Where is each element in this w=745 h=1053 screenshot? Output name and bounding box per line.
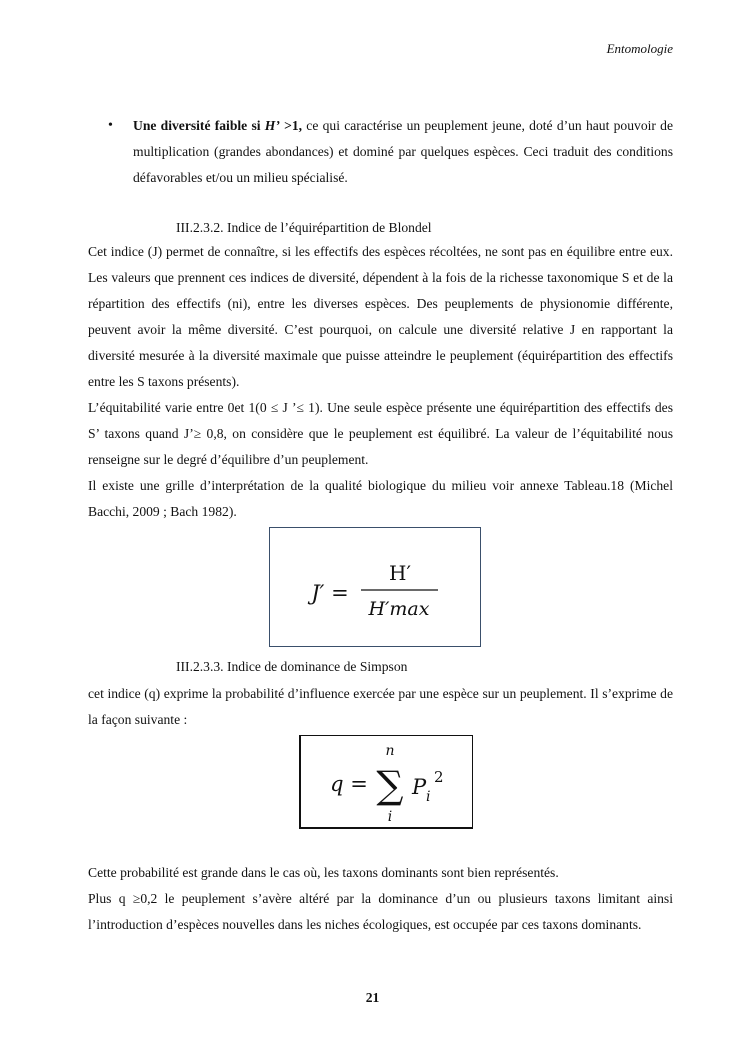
bullet-dot-icon: • [108, 118, 113, 133]
formula-q-subscript: i [426, 789, 431, 805]
formula-j-denominator: H′max [368, 598, 430, 620]
bullet-text [133, 113, 673, 191]
formula-q-sigma: ∑ [376, 763, 404, 807]
formula-q [301, 736, 472, 827]
page-number: 21 [365, 990, 380, 1005]
bullet-bold-var: H’ [264, 118, 280, 133]
formula-j-lhs: J′ = [311, 581, 349, 605]
paragraph-simpson-intro: cet indice (q) exprime la probabilité d’influence exercée par une espèce sur un peuplement. Il s’exprime de la façon suivante : [88, 686, 673, 727]
formula-q-lower-limit: i [387, 809, 393, 825]
section-heading-blondel: III.2.3.2. Indice de l’équirépartition de Blondel [176, 220, 432, 235]
formula-j-box [269, 527, 481, 647]
formula-q-box [299, 735, 473, 829]
formula-q-upper-limit: n [385, 743, 395, 759]
formula-j-numerator: H′ [389, 561, 411, 585]
bullet-bold-tail: >1, [279, 118, 303, 133]
paragraph-blondel-intro: Cet indice (J) permet de connaître, si les effectifs des espèces récoltées, ne sont pas en équilibre entre eux. Les valeurs que prennent ces indices de diversité, dépendent à la fois de la richesse taxonomique S et de la répartition des effectifs (ni), entre les diverses espèces. Des peuplements de physionomie différente, peuvent avoir la même diversité. C’est pourquoi, on calcule une diversité relative J en rapportant la diversité mesurée à la diversité maximale que puisse atteindre le peuplement (équirépartition des effectifs entre les S taxons présents). [88, 244, 673, 389]
bullet-bold-lead: Une diversité faible si [133, 118, 265, 133]
formula-q-lhs: q = [330, 772, 368, 796]
paragraph-probability: Cette probabilité est grande dans le cas où, les taxons dominants sont bien représentés. [88, 865, 559, 880]
formula-q-exponent: 2 [434, 768, 444, 786]
running-header: Entomologie [606, 41, 673, 56]
bullet-item [108, 113, 673, 191]
paragraph-altered-population: Plus q ≥0,2 le peuplement s’avère altéré par la dominance d’un ou plusieurs taxons limitant ainsi l’introduction d’espèces nouvelles dans les niches écologiques, est occupée par ces taxons dominants. [88, 891, 673, 932]
paragraph-equitability: L’équitabilité varie entre 0et 1(0 ≤ J ’≤ 1). Une seule espèce présente une équirépartition des effectifs des S’ taxons quand J’≥ 0,8, on considère que le peuplement est équilibré. La valeur de l’équitabilité nous renseigne sur le degré d’équilibre d’un peuplement. [88, 400, 673, 467]
formula-q-term: P [412, 775, 427, 799]
bullet-rest: ce qui caractérise un peuplement jeune, doté d’un haut pouvoir de multiplication (grandes abondances) et dominé par quelques espèces. Ceci traduit des conditions défavorables et/ou un milieu spécialisé. [133, 118, 673, 185]
formula-j [270, 528, 480, 646]
section-heading-simpson: III.2.3.3. Indice de dominance de Simpson [176, 659, 408, 674]
paragraph-interpretation-grid: Il existe une grille d’interprétation de la qualité biologique du milieu voir annexe Tableau.18 (Michel Bacchi, 2009 ; Bach 1982). [88, 478, 673, 519]
